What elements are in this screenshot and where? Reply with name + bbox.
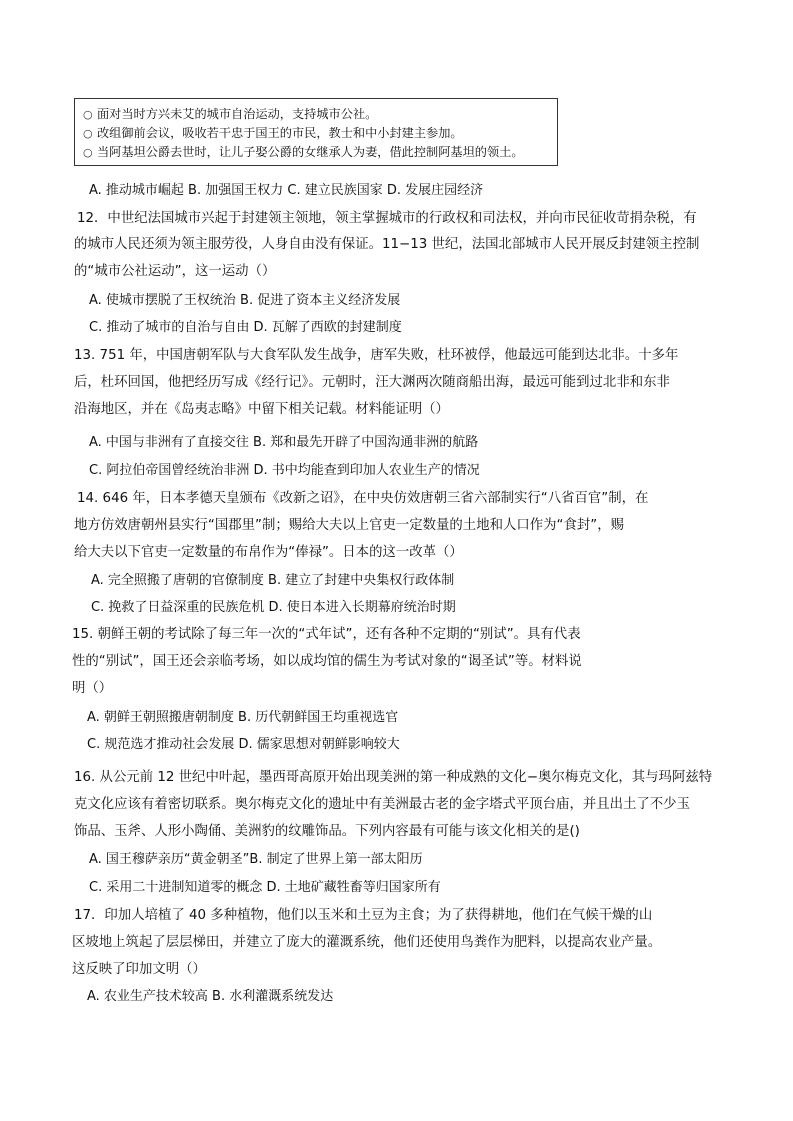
q15-stem-line: 15. 朝鲜王朝的考试除了每三年一次的“式年试”，还有各种不定期的“别试”。具有代表 bbox=[72, 627, 581, 642]
q12-stem-line: 的城市人民还须为领主服劳役，人身自由没有保证。11−13 世纪，法国北部城市人民开展反封建领主控制 bbox=[74, 237, 700, 252]
q15-stem-line: 性的“别试”，国王还会亲临考场，如以成均馆的儒生为考试对象的“谒圣试”等。材料说 bbox=[72, 654, 582, 669]
q14-options: C. 挽救了日益深重的民族危机 D. 使日本进入长期幕府统治时期 bbox=[91, 600, 456, 615]
q14-options: A. 完全照搬了唐朝的官僚制度 B. 建立了封建中央集权行政体制 bbox=[91, 573, 455, 588]
material-item: ○ 面对当时方兴未艾的城市自治运动，支持城市公社。 bbox=[83, 105, 549, 124]
q12-stem-line: 的“城市公社运动”，这一运动（） bbox=[74, 264, 276, 279]
material-item: ○ 当阿基坦公爵去世时，让儿子娶公爵的女继承人为妻，借此控制阿基坦的领土。 bbox=[83, 143, 549, 162]
q15-stem-line: 明（） bbox=[72, 681, 113, 696]
q16-stem-line: 16. 从公元前 12 世纪中叶起，墨西哥高原开始出现美洲的第一种成熟的文化−奥尔梅克文化，其与玛阿兹特 bbox=[74, 770, 713, 785]
q13-stem-line: 13. 751 年，中国唐朝军队与大食军队发生战争，唐军失败，杜环被俘，他最远可能到达北非。十多年 bbox=[74, 348, 679, 363]
bullet-icon: ○ bbox=[83, 127, 93, 140]
q14-stem-line: 地方仿效唐朝州县实行“国郡里”制；赐给大夫以上官吏一定数量的土地和人口作为“食封”，赐 bbox=[74, 518, 624, 533]
bullet-icon: ○ bbox=[83, 108, 93, 121]
q13-options: A. 中国与非洲有了直接交往 B. 郑和最先开辟了中国沟通非洲的航路 bbox=[89, 435, 479, 450]
q11-options: A. 推动城市崛起 B. 加强国王权力 C. 建立民族国家 D. 发展庄园经济 bbox=[89, 183, 484, 198]
q13-stem-line: 后，杜环回国，他把经历写成《经行记》。元朝时，汪大渊两次随商船出海，最远可能到过北非和东非 bbox=[74, 375, 670, 390]
q12-options: A. 使城市摆脱了王权统治 B. 促进了资本主义经济发展 bbox=[89, 293, 401, 308]
q16-options: C. 采用二十进制知道零的概念 D. 土地矿藏牲畜等归国家所有 bbox=[89, 880, 441, 895]
q13-stem-line: 沿海地区，并在《岛夷志略》中留下相关记载。材料能证明（） bbox=[74, 402, 449, 417]
q16-stem-line: 饰品、玉斧、人形小陶俑、美洲豹的纹雕饰品。下列内容最有可能与该文化相关的是() bbox=[74, 824, 580, 839]
q15-options: A. 朝鲜王朝照搬唐朝制度 B. 历代朝鲜国王均重视选官 bbox=[87, 710, 399, 725]
q16-stem-line: 克文化应该有着密切联系。奥尔梅克文化的遗址中有美洲最古老的金字塔式平顶台庙，并且出土了不少玉 bbox=[74, 797, 690, 812]
q17-stem-line: 这反映了印加文明（） bbox=[72, 962, 206, 977]
material-item: ○ 改组御前会议，吸收若干忠于国王的市民，教士和中小封建主参加。 bbox=[83, 124, 549, 143]
q17-stem-line: 17．印加人培植了 40 多种植物，他们以玉米和土豆为主食；为了获得耕地，他们在气候干燥的山 bbox=[74, 908, 653, 923]
q17-options: A. 农业生产技术较高 B. 水利灌溉系统发达 bbox=[87, 989, 334, 1004]
q12-stem-line: 12．中世纪法国城市兴起于封建领主领地，领主掌握城市的行政权和司法权，并向市民征收苛捐杂税，有 bbox=[77, 211, 697, 226]
q15-options: C. 规范选才推动社会发展 D. 儒家思想对朝鲜影响较大 bbox=[87, 737, 400, 752]
q14-stem-line: 14. 646 年，日本孝德天皇颁布《改新之诏》，在中央仿效唐朝三省六部制实行“八省百官”制，在 bbox=[77, 491, 649, 506]
q13-options: C. 阿拉伯帝国曾经统治非洲 D. 书中均能查到印加人农业生产的情况 bbox=[89, 463, 480, 478]
q12-options: C. 推动了城市的自治与自由 D. 瓦解了西欧的封建制度 bbox=[89, 320, 402, 335]
material-box bbox=[74, 98, 558, 166]
q16-options: A. 国王穆萨亲历“黄金朝圣”B. 制定了世界上第一部太阳历 bbox=[89, 852, 423, 867]
bullet-icon: ○ bbox=[83, 146, 93, 159]
q17-stem-line: 区坡地上筑起了层层梯田，并建立了庞大的灌溉系统，他们还使用鸟粪作为肥料，以提高农业产量。 bbox=[72, 935, 662, 950]
q14-stem-line: 给大夫以下官吏一定数量的布帛作为“俸禄”。日本的这一改革（） bbox=[74, 545, 463, 560]
